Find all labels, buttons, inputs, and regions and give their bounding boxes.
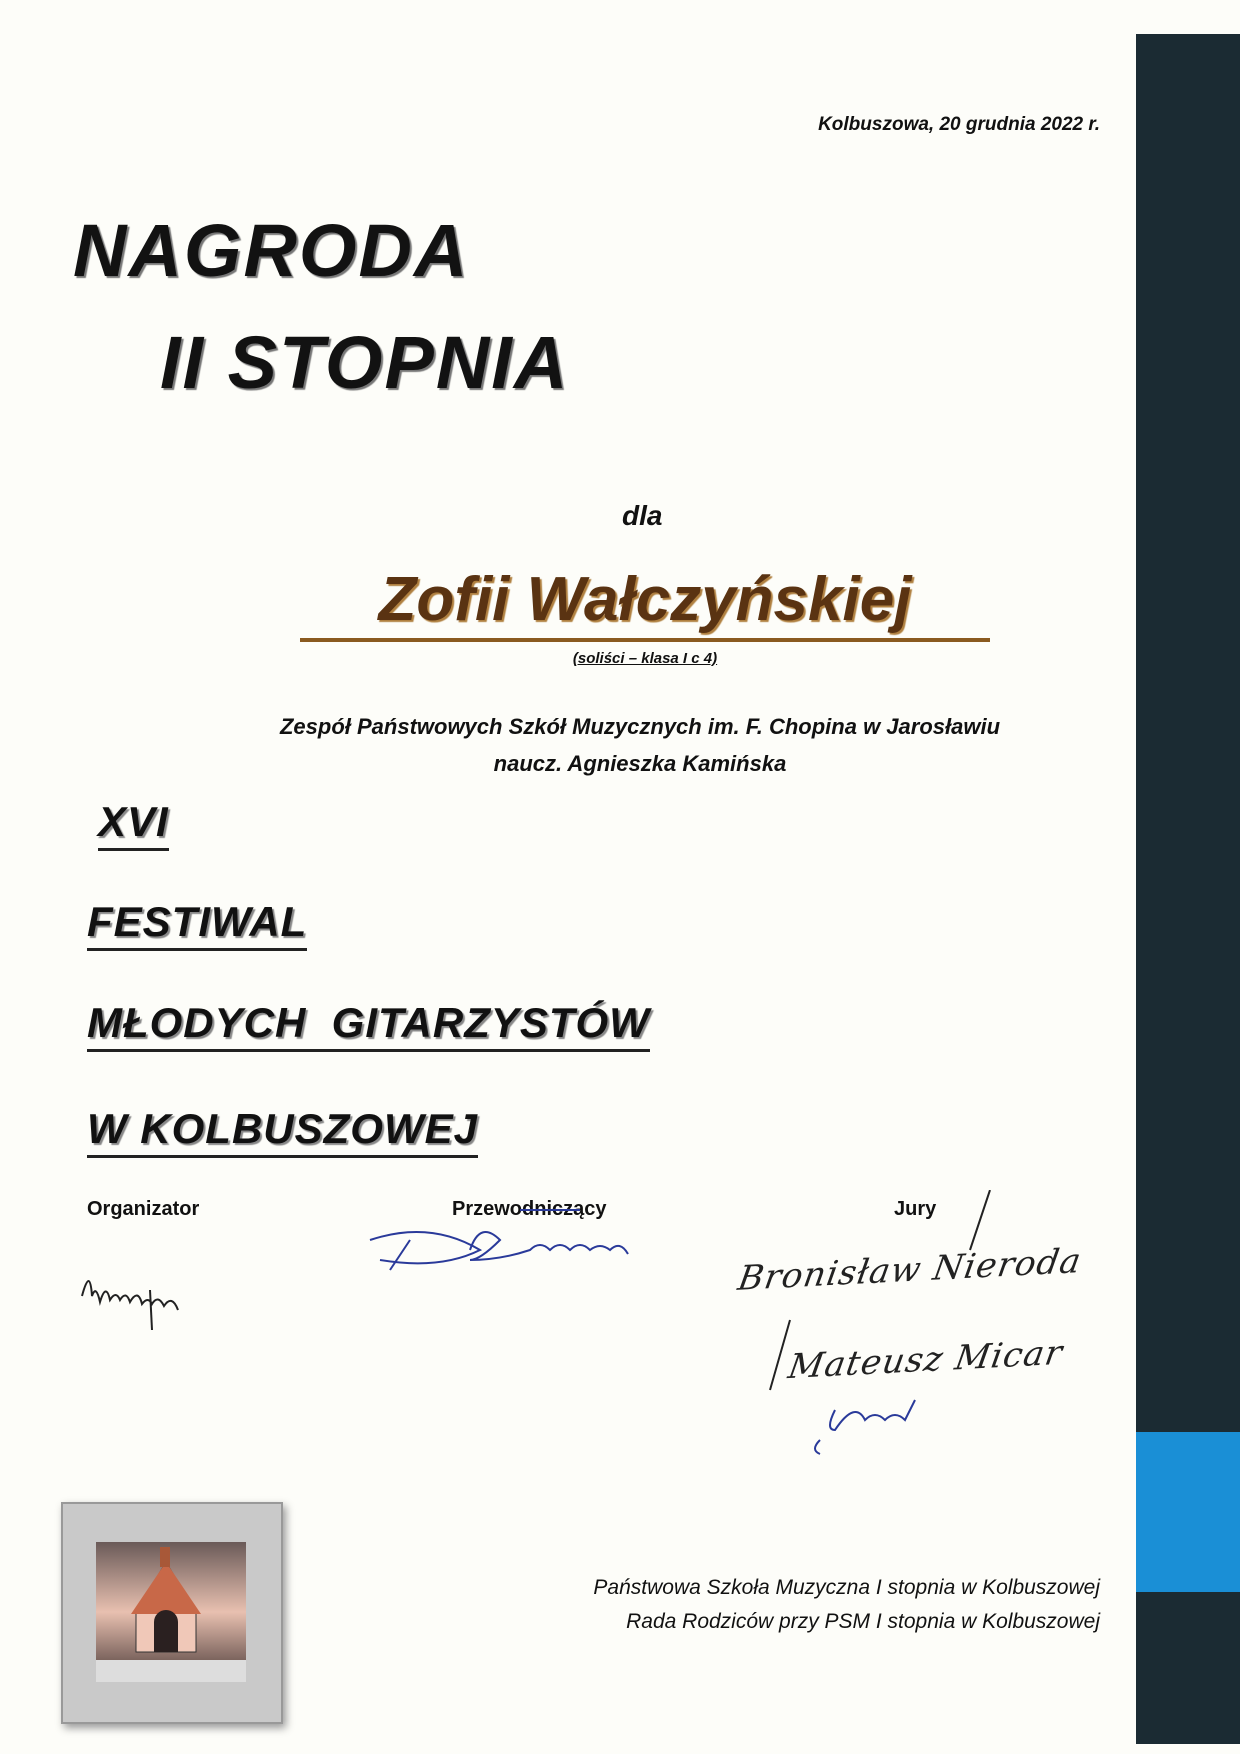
side-band-blue — [1136, 1432, 1240, 1592]
festival-line-2: MŁODYCH GITARZYSTÓW — [87, 997, 650, 1052]
chair-label: Przewodniczący — [452, 1198, 607, 1220]
recipient-category: (soliści – klasa I c 4) — [572, 650, 718, 667]
teacher-name: naucz. Agnieszka Kamińska — [493, 751, 787, 776]
footer-line-1: Państwowa Szkoła Muzyczna I stopnia w Kolbuszowej — [593, 1576, 1100, 1599]
footer-line-2: Rada Rodziców przy PSM I stopnia w Kolbuszowej — [626, 1610, 1100, 1633]
chair-signature — [370, 1210, 628, 1270]
jury-signature-3 — [815, 1400, 915, 1454]
organizer-signature-stroke — [150, 1290, 152, 1330]
award-title-line1: NAGRODA — [73, 209, 470, 292]
church-photo — [96, 1542, 246, 1682]
church-photo-frame — [61, 1502, 283, 1724]
jury-signature-name-2: Mateusz Micar — [785, 1332, 1066, 1388]
jury-label: Jury — [894, 1198, 937, 1220]
organizer-label: Organizator — [87, 1198, 200, 1220]
signatures — [0, 1190, 1130, 1470]
award-title-line2: II STOPNIA — [160, 321, 570, 404]
date: Kolbuszowa, 20 grudnia 2022 r. — [818, 114, 1100, 135]
festival-edition: XVI — [98, 796, 169, 851]
chapel-image — [96, 1542, 246, 1682]
recipient-name: Zofii Wałczyńskiej — [300, 562, 990, 642]
festival-line-3: W KOLBUSZOWEJ — [87, 1103, 478, 1158]
for-label: dla — [622, 500, 663, 531]
school-name: Zespół Państwowych Szkół Muzycznych im. F. Chopina w Jarosławiu — [279, 714, 1001, 739]
organizer-signature — [82, 1281, 178, 1310]
festival-line-1: FESTIWAL — [87, 896, 307, 951]
jury-signature-name-1: Bronisław Nieroda — [735, 1241, 1085, 1299]
